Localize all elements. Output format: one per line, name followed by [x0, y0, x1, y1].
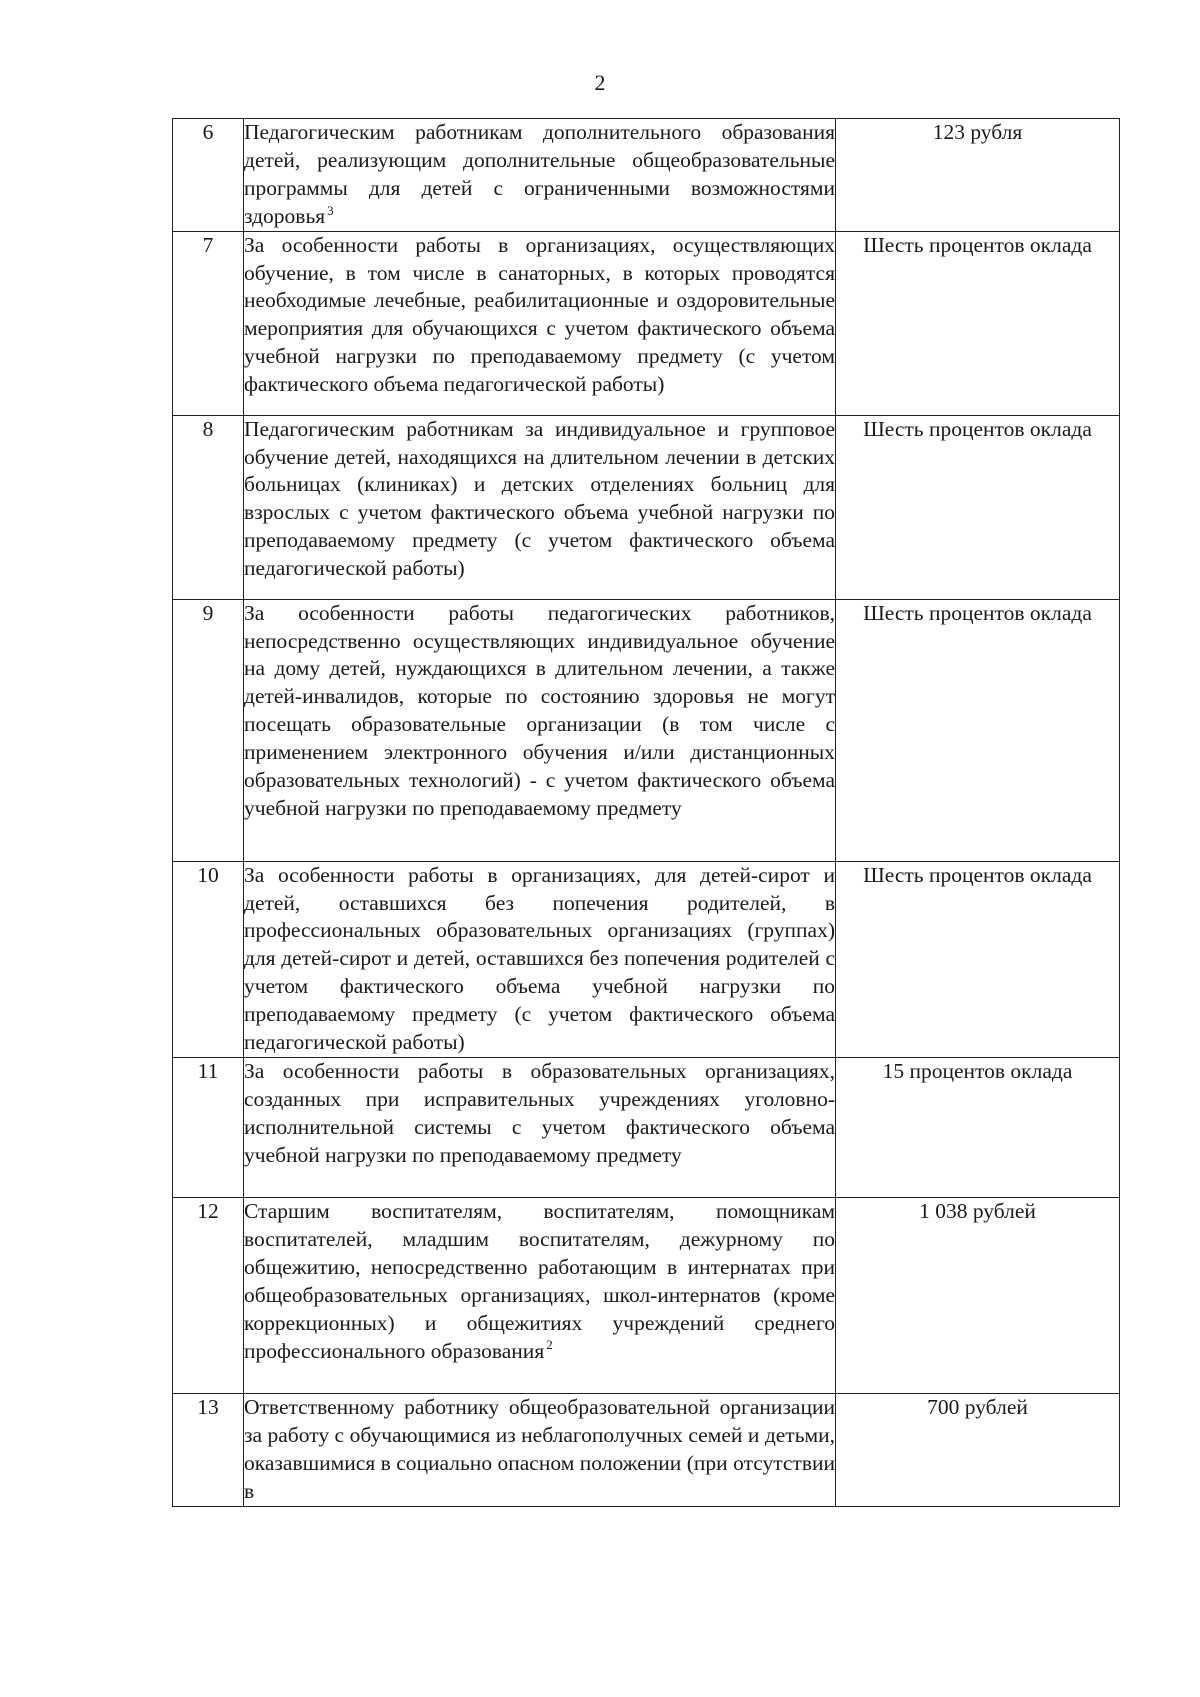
footnote-marker: 3 [327, 202, 334, 218]
row-amount: 123 рубля [836, 119, 1120, 232]
row-description-text: За особенности работы в организациях, для детей-сирот и детей, оставшихся без попечения родителей, в профессиональных образовательных организациях (группах) для детей-сирот и детей, оставшихся без попечения родителей с учетом фактического объема учебной нагрузки по преподаваемому предмету (с учетом фактического объема педагогической работы) [244, 862, 835, 1055]
row-amount: 15 процентов оклада [836, 1057, 1120, 1197]
table-row [173, 1393, 1120, 1506]
row-description [244, 1057, 836, 1197]
row-description-text: Ответственному работнику общеобразовательной организации за работу с обучающимися из неблагополучных семей и детьми, оказавшимися в социально опасном положении (при отсутствии в [244, 1394, 835, 1503]
row-description [244, 231, 836, 415]
table-row [173, 1197, 1120, 1393]
row-description-text: За особенности работы педагогических работников, непосредственно осуществляющих индивидуальное обучение на дому детей, нуждающихся в длительном лечении, а также детей-инвалидов, которые по состоянию здоровья не могут посещать образовательные организации (в том числе с применением электронного обучения и/или дистанционных образовательных технологий) - с учетом фактического объема учебной нагрузки по преподаваемому предмету [244, 600, 835, 820]
row-description-text: Старшим воспитателям, воспитателям, помощникам воспитателей, младшим воспитателям, дежурному по общежитию, непосредственно работающим в интернатах при общеобразовательных организациях, школ-интернатов (кроме коррекционных) и общежитиях учреждений среднего профессионального образования [244, 1198, 835, 1363]
table-row [173, 415, 1120, 599]
row-number: 6 [173, 119, 244, 232]
row-description [244, 1393, 836, 1506]
row-description [244, 415, 836, 599]
table-row [173, 119, 1120, 232]
row-number: 9 [173, 599, 244, 861]
row-description-text: Педагогическим работникам дополнительного образования детей, реализующим дополнительные общеобразовательные программы для детей с ограниченными возможностями здоровья [244, 120, 835, 228]
row-amount: Шесть процентов оклада [836, 861, 1120, 1057]
table-row [173, 599, 1120, 861]
row-number: 13 [173, 1393, 244, 1506]
table-row [173, 231, 1120, 415]
row-amount: 700 рублей [836, 1393, 1120, 1506]
row-number: 7 [173, 231, 244, 415]
allowance-table [172, 118, 1120, 1507]
row-number: 11 [173, 1057, 244, 1197]
table-row [173, 1057, 1120, 1197]
table-row [173, 861, 1120, 1057]
row-amount: Шесть процентов оклада [836, 599, 1120, 861]
row-description [244, 599, 836, 861]
row-number: 8 [173, 415, 244, 599]
row-amount: Шесть процентов оклада [836, 231, 1120, 415]
row-amount: Шесть процентов оклада [836, 415, 1120, 599]
row-amount: 1 038 рублей [836, 1197, 1120, 1393]
page-number: 2 [594, 70, 606, 95]
footnote-marker: 2 [546, 1337, 553, 1353]
row-description [244, 1197, 836, 1393]
row-number: 12 [173, 1197, 244, 1393]
row-number: 10 [173, 861, 244, 1057]
row-description-text: За особенности работы в организациях, осуществляющих обучение, в том числе в санаторных, в которых проводятся необходимые лечебные, реабилитационные и оздоровительные мероприятия для обучающихся с учетом фактического объема учебной нагрузки по преподаваемому предмету (с учетом фактического объема педагогической работы) [244, 232, 835, 397]
row-description [244, 119, 836, 232]
row-description [244, 861, 836, 1057]
row-description-text: Педагогическим работникам за индивидуальное и групповое обучение детей, находящихся на длительном лечении в детских больницах (клиниках) и детских отделениях больниц для взрослых с учетом фактического объема учебной нагрузки по преподаваемому предмету (с учетом фактического объема педагогической работы) [244, 416, 835, 581]
row-description-text: За особенности работы в образовательных организациях, созданных при исправительных учреждениях уголовно-исполнительной системы с учетом фактического объема учебной нагрузки по преподаваемому предмету [244, 1058, 835, 1167]
